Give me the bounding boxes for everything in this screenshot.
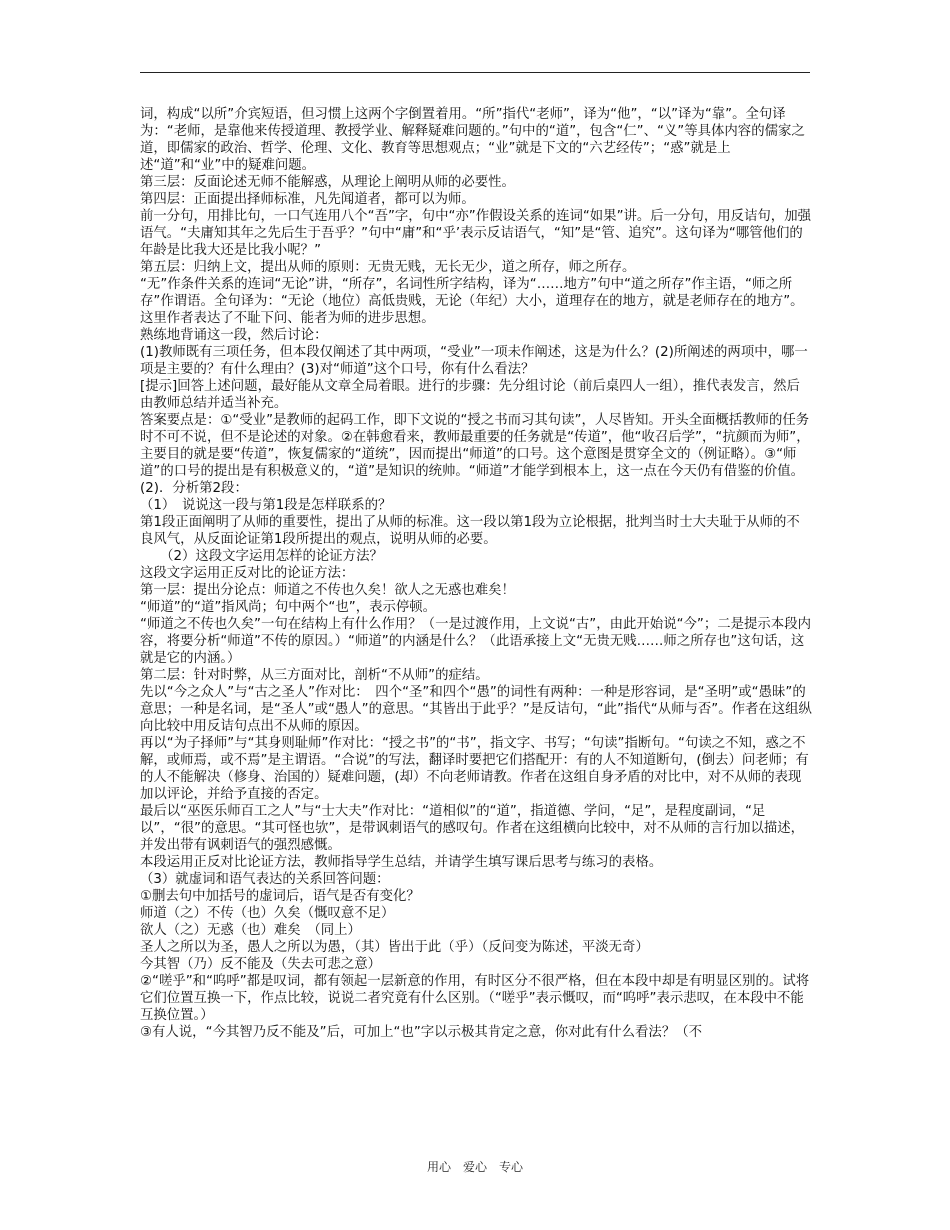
document-body [140, 106, 812, 1041]
paragraph: 欲人（之）无惑（也）难矣 （同上） [140, 923, 361, 938]
paragraph: “师道”的“道”指风尚；句中两个“也”，表示停顿。 [140, 600, 437, 615]
paragraph: 先以“今之众人”与“古之圣人”作对比： 四个“圣”和四个“愚”的词性有两种：一种是形容词，是“圣明”或“愚昧”的意思；一种是名词，是“圣人”或“愚人”的意思。“其皆出于此乎？”是反诘句，“此”指代“从师与否”。作者在这组纵向比较中用反诘句点出不从师的原因。 [140, 685, 812, 734]
paragraph: ③有人说，“今其智乃反不能及”后，可加上“也”字以示极其肯定之意，你对此有什么看法？（不 [140, 1025, 702, 1040]
paragraph: 最后以“巫医乐师百工之人”与“士大夫”作对比：“道相似”的“道”，指道德、学问，“足”，是程度副词，“足以”，“很”的意思。“其可怪也欤”，是带讽刺语气的感叹句。作者在这组横向比较中，对不从师的言行加以描述，并发出带有讽刺语气的强烈感慨。 [140, 804, 805, 853]
page-footer: 用心 爱心 专心 [426, 1160, 523, 1174]
paragraph: 第五层：归纳上文，提出从师的原则：无贵无贱，无长无少，道之所存，师之所存。 [140, 260, 636, 275]
paragraph: [提示]回答上述问题，最好能从文章全局着眼。进行的步骤：先分组讨论（前后桌四人一组），推代表发言，然后由教师总结并适当补充。 [140, 379, 800, 411]
paragraph: 答案要点是：①“受业”是教师的起码工作，即下文说的“授之书而习其句读”，人尽皆知。开头全面概括教师的任务时不可不说，但不是论述的对象。②在韩愈看来，教师最重要的任务就是“传道”，他“收召后学”，“抗颜而为师”，主要目的就是要“传道”，恢复儒家的“道统”，因而提出“师道”的口号。这个意图是贯穿全文的（例证略）。③“师道”的口号的提出是有积极意义的，“道”是知识的统帅。“师道”才能学到根本上，这一点在今天仍有借鉴的价值。 [140, 413, 810, 479]
paragraph: （2）这段文字运用怎样的论证方法？ [140, 549, 383, 564]
header-rule [140, 72, 810, 73]
paragraph: 熟练地背诵这一段，然后讨论： [140, 328, 328, 343]
paragraph: 第1段正面阐明了从师的重要性，提出了从师的标准。这一段以第1段为立论根据，批判当时士大夫耻于从师的不良风气，从反面论证第1段所提出的观点，说明从师的必要。 [140, 515, 800, 547]
paragraph: 第一层：提出分论点：师道之不传也久矣！欲人之无惑也难矣！ [140, 583, 515, 598]
paragraph: ①删去句中加括号的虚词后，语气是否有变化？ [140, 889, 420, 904]
paragraph: ②“嗟乎”和“呜呼”都是叹词，都有领起一层新意的作用，有时区分不很严格，但在本段中却是有明显区别的。试将它们位置互换一下，作点比较，说说二者究竟有什么区别。（“嗟乎”表示慨叹，而“呜呼”表示悲叹，在本段中不能互换位置。） [140, 974, 810, 1023]
paragraph: 词，构成“以所”介宾短语，但习惯上这两个字倒置着用。“所”指代“老师”，译为“他”，“以”译为“靠”。全句译为：“老师，是靠他来传授道理、教授学业、解释疑难问题的。”句中的“道”，包含“仁”、“义”等具体内容的儒家之道，即儒家的政治、哲学、伦理、文化、教育等思想观点；“业”就是下文的“六艺经传”；“惑”就是上述“道”和“业”中的疑难问题。 [140, 107, 805, 173]
paragraph: 第二层：针对时弊，从三方面对比，剖析“不从师”的症结。 [140, 668, 489, 683]
paragraph: 第三层：反面论述无师不能解惑，从理论上阐明从师的必要性。 [140, 175, 515, 190]
paragraph: 这段文字运用正反对比的论证方法： [140, 566, 355, 581]
paragraph: （1） 说说这一段与第1段是怎样联系的？ [140, 498, 392, 513]
paragraph: 第四层：正面提出择师标准，凡先闻道者，都可以为师。 [140, 192, 475, 207]
paragraph: 再以“为子择师”与“其身则耻师”作对比：“授之书”的“书”，指文字、书写；“句读”指断句。“句读之不知，惑之不解，或师焉，或不焉”是主谓语。“合说”的写法，翻译时要把它们搭配开：有的人不知道断句，(倒去）问老师；有的人不能解决（修身、治国的）疑难问题，(却）不向老师请教。作者在这组自身矛盾的对比中，对不从师的表现加以评论，并给予直接的否定。 [140, 736, 809, 802]
paragraph: “师道之不传也久矣”一句在结构上有什么作用？（一是过渡作用，上文说“古”，由此开始说“今”；二是提示本段内容，将要分析“师道”不传的原因。）“师道”的内涵是什么？（此语承接上文“无贵无贱……师之所存也”这句话，这就是它的内涵。） [140, 617, 811, 666]
paragraph: 师道（之）不传（也）久矣（慨叹意不足） [140, 906, 395, 921]
paragraph: 圣人之所以为圣，愚人之所以为愚，（其）皆出于此（乎）（反问变为陈述，平淡无奇） [140, 940, 649, 955]
paragraph: （3）就虚词和语气表达的关系回答问题： [140, 872, 390, 887]
paragraph: 今其智（乃）反不能及（失去可悲之意） [140, 957, 382, 972]
paragraph: 前一分句，用排比句，一口气连用八个“吾”字，句中“亦”作假设关系的连词“如果”讲。后一分句，用反诘句，加强语气。“夫庸知其年之先后生于吾乎？”句中“庸”和“乎’表示反诘语气，“知”是“管、追究”。这句译为“哪管他们的年龄是比我大还是比我小呢？” [140, 209, 811, 258]
paragraph: (1)教师既有三项任务，但本段仅阐述了其中两项，“受业”一项未作阐述，这是为什么？(2)所阐述的两项中，哪一项是主要的？有什么理由？(3)对“师道”这个口号，你有什么看法？ [140, 345, 808, 377]
paragraph: 本段运用正反对比论证方法，教师指导学生总结，并请学生填写课后思考与练习的表格。 [140, 855, 663, 870]
paragraph: “无”作条件关系的连词“无论”讲，“所存”，名词性所字结构，译为“……地方”句中“道之所存”作主语，“师之所存”作谓语。全句译为：“无论（地位）高低贵贱，无论（年纪）大小，道理存在的地方，就是老师存在的地方”。这里作者表达了不耻下问、能者为师的进步思想。 [140, 277, 804, 326]
paragraph: (2)．分析第2段： [140, 481, 248, 496]
